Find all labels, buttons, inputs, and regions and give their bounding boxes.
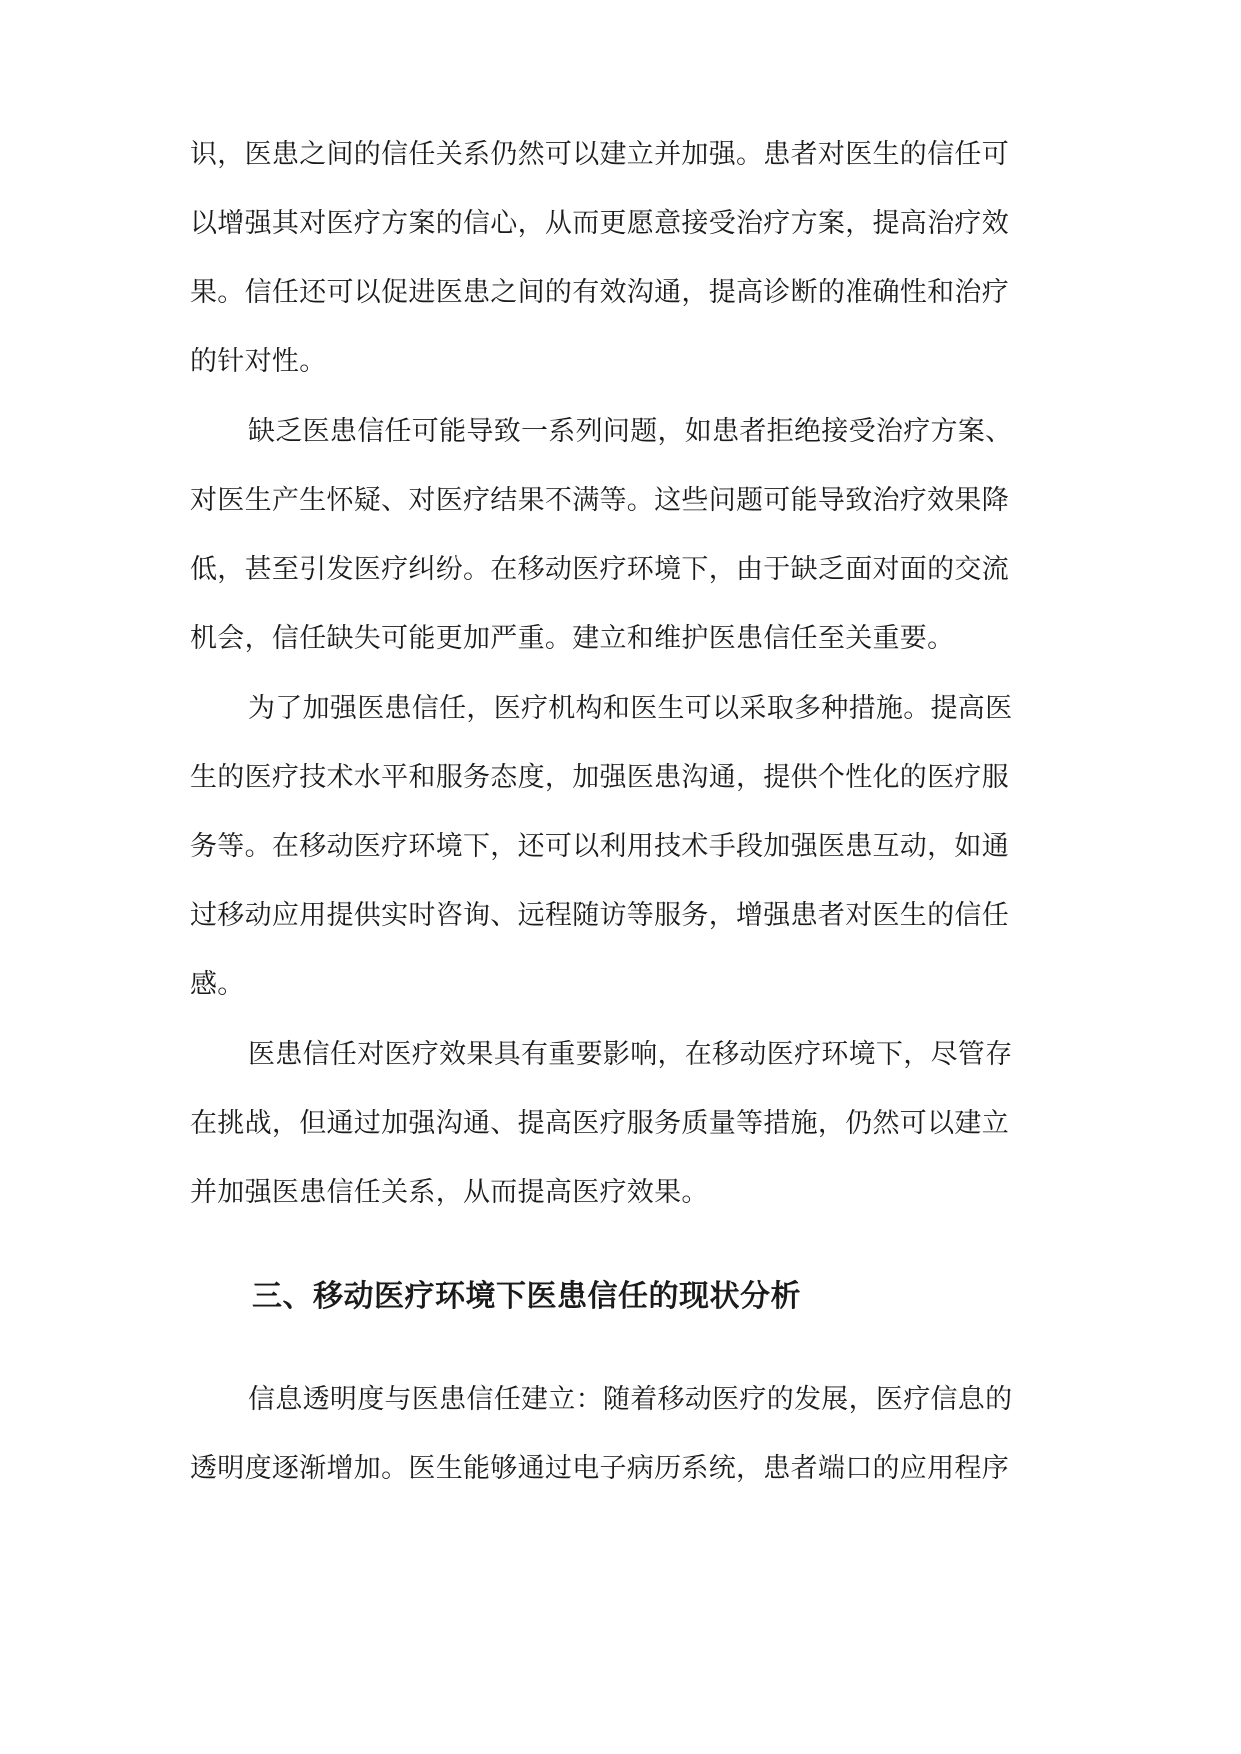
paragraph-3-line-5: 感。 xyxy=(190,969,245,1000)
paragraph-1-line-3: 果。信任还可以促进医患之间的有效沟通，提高诊断的准确性和治疗 xyxy=(190,277,1009,308)
paragraph-1-line-4: 的针对性。 xyxy=(190,346,327,377)
paragraph-4-line-2: 在挑战，但通过加强沟通、提高医疗服务质量等措施，仍然可以建立 xyxy=(190,1108,1009,1139)
section-paragraph-line-1: 信息透明度与医患信任建立：随着移动医疗的发展，医疗信息的 xyxy=(248,1384,1013,1415)
section-paragraph-line-2: 透明度逐渐增加。医生能够通过电子病历系统，患者端口的应用程序 xyxy=(190,1453,1009,1484)
paragraph-4-line-1: 医患信任对医疗效果具有重要影响，在移动医疗环境下，尽管存 xyxy=(248,1039,1013,1070)
paragraph-3-line-3: 务等。在移动医疗环境下，还可以利用技术手段加强医患互动，如通 xyxy=(190,831,1009,862)
section-heading: 三、移动医疗环境下医患信任的现状分析 xyxy=(252,1279,801,1314)
paragraph-3-line-4: 过移动应用提供实时咨询、远程随访等服务，增强患者对医生的信任 xyxy=(190,900,1009,931)
paragraph-4-line-3: 并加强医患信任关系，从而提高医疗效果。 xyxy=(190,1177,709,1208)
paragraph-2-line-4: 机会，信任缺失可能更加严重。建立和维护医患信任至关重要。 xyxy=(190,623,955,654)
paragraph-3-line-2: 生的医疗技术水平和服务态度，加强医患沟通，提供个性化的医疗服 xyxy=(190,762,1009,793)
paragraph-2-line-1: 缺乏医患信任可能导致一系列问题，如患者拒绝接受治疗方案、 xyxy=(248,416,1013,447)
paragraph-1-line-1: 识，医患之间的信任关系仍然可以建立并加强。患者对医生的信任可 xyxy=(190,139,1009,170)
paragraph-2-line-3: 低，甚至引发医疗纠纷。在移动医疗环境下，由于缺乏面对面的交流 xyxy=(190,554,1009,585)
paragraph-1-line-2: 以增强其对医疗方案的信心，从而更愿意接受治疗方案，提高治疗效 xyxy=(190,208,1009,239)
paragraph-2-line-2: 对医生产生怀疑、对医疗结果不满等。这些问题可能导致治疗效果降 xyxy=(190,485,1009,516)
paragraph-3-line-1: 为了加强医患信任，医疗机构和医生可以采取多种措施。提高医 xyxy=(248,693,1013,724)
